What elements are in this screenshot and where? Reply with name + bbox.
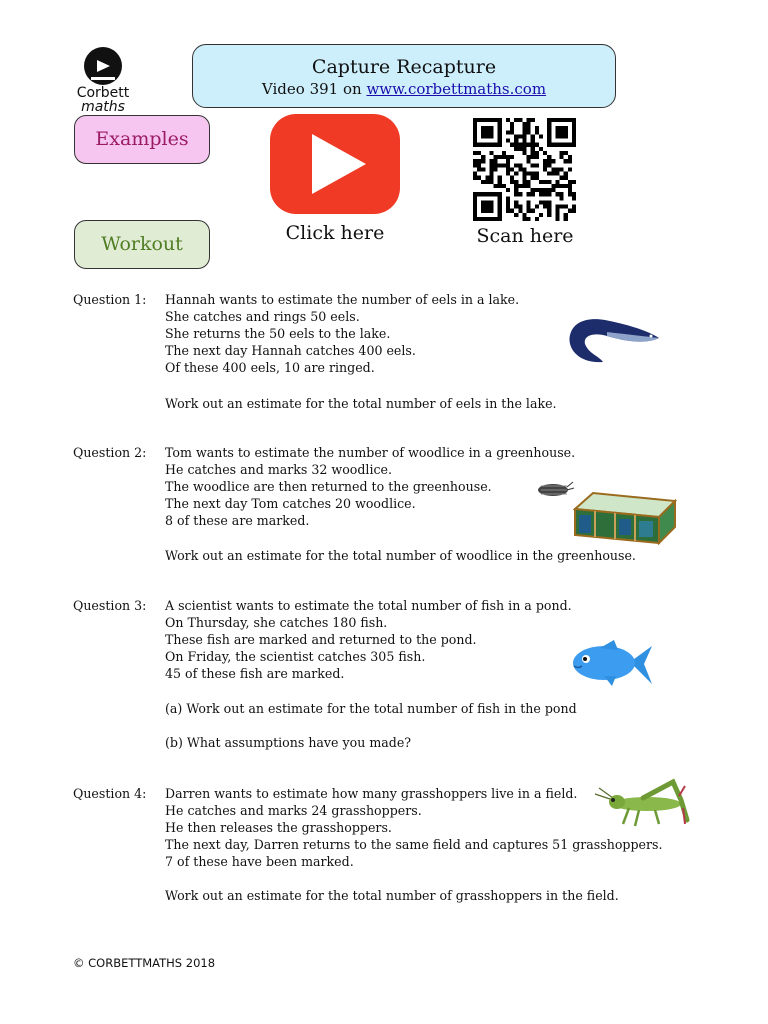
title-box xyxy=(192,44,616,108)
question-1-line: She catches and rings 50 eels. xyxy=(165,309,360,324)
question-4-line: He then releases the grasshoppers. xyxy=(165,820,392,835)
question-2-line: The woodlice are then returned to the greenhouse. xyxy=(165,479,492,494)
question-1-line: She returns the 50 eels to the lake. xyxy=(165,326,391,341)
question-3-line: These fish are marked and returned to the pond. xyxy=(165,632,477,647)
examples-button[interactable]: Examples xyxy=(74,115,210,164)
click-here-label[interactable]: Click here xyxy=(285,222,385,244)
logo-text-corbett: Corbett xyxy=(76,85,130,101)
question-3-part-b: (b) What assumptions have you made? xyxy=(165,735,412,750)
video-play-button[interactable] xyxy=(270,114,400,214)
qr-code[interactable] xyxy=(473,118,576,221)
logo-text-maths: maths xyxy=(81,99,125,115)
question-1-line: Of these 400 eels, 10 are ringed. xyxy=(165,360,375,375)
website-link[interactable]: www.corbettmaths.com xyxy=(366,80,547,98)
corbettmaths-logo xyxy=(70,46,136,115)
woodlouse-icon xyxy=(533,478,575,500)
question-2-label: Question 2: xyxy=(73,445,147,460)
question-3-line: A scientist wants to estimate the total number of fish in a pond. xyxy=(165,598,572,613)
greenhouse-icon xyxy=(573,487,677,545)
question-1-line: Hannah wants to estimate the number of eels in a lake. xyxy=(165,292,520,307)
question-4-task: Work out an estimate for the total number of grasshoppers in the field. xyxy=(165,888,619,903)
question-1-task: Work out an estimate for the total number of eels in the lake. xyxy=(165,396,557,411)
fish-icon xyxy=(570,638,654,690)
question-3-line: 45 of these fish are marked. xyxy=(165,666,345,681)
page-title: Capture Recapture xyxy=(311,56,497,78)
question-4-label: Question 4: xyxy=(73,786,147,801)
question-3-line: On Thursday, she catches 180 fish. xyxy=(165,615,388,630)
question-2-line: The next day Tom catches 20 woodlice. xyxy=(165,496,416,511)
copyright-footer: © CORBETTMATHS 2018 xyxy=(73,956,216,970)
question-2-line: 8 of these are marked. xyxy=(165,513,310,528)
question-1-label: Question 1: xyxy=(73,292,147,307)
grasshopper-icon xyxy=(593,778,693,830)
question-3-line: On Friday, the scientist catches 305 fish. xyxy=(165,649,426,664)
question-1-line: The next day Hannah catches 400 eels. xyxy=(165,343,416,358)
question-3-part-a: (a) Work out an estimate for the total number of fish in the pond xyxy=(165,701,577,716)
question-3-label: Question 3: xyxy=(73,598,147,613)
question-4-line: He catches and marks 24 grasshoppers. xyxy=(165,803,422,818)
question-4-line: Darren wants to estimate how many grasshoppers live in a field. xyxy=(165,786,578,801)
scan-here-label: Scan here xyxy=(476,225,574,247)
video-prefix: Video 391 on xyxy=(261,80,367,98)
workout-button[interactable]: Workout xyxy=(74,220,210,269)
question-2-task: Work out an estimate for the total number of woodlice in the greenhouse. xyxy=(165,548,636,563)
question-2-line: Tom wants to estimate the number of woodlice in a greenhouse. xyxy=(165,445,576,460)
qr-code-icon xyxy=(473,118,576,221)
video-reference xyxy=(193,79,615,99)
play-icon xyxy=(270,114,400,214)
eel-icon xyxy=(563,312,663,368)
question-2-line: He catches and marks 32 woodlice. xyxy=(165,462,392,477)
question-4-line: 7 of these have been marked. xyxy=(165,854,354,869)
question-4-line: The next day, Darren returns to the same field and captures 51 grasshoppers. xyxy=(165,837,663,852)
corbettmaths-logo-icon xyxy=(83,46,123,86)
